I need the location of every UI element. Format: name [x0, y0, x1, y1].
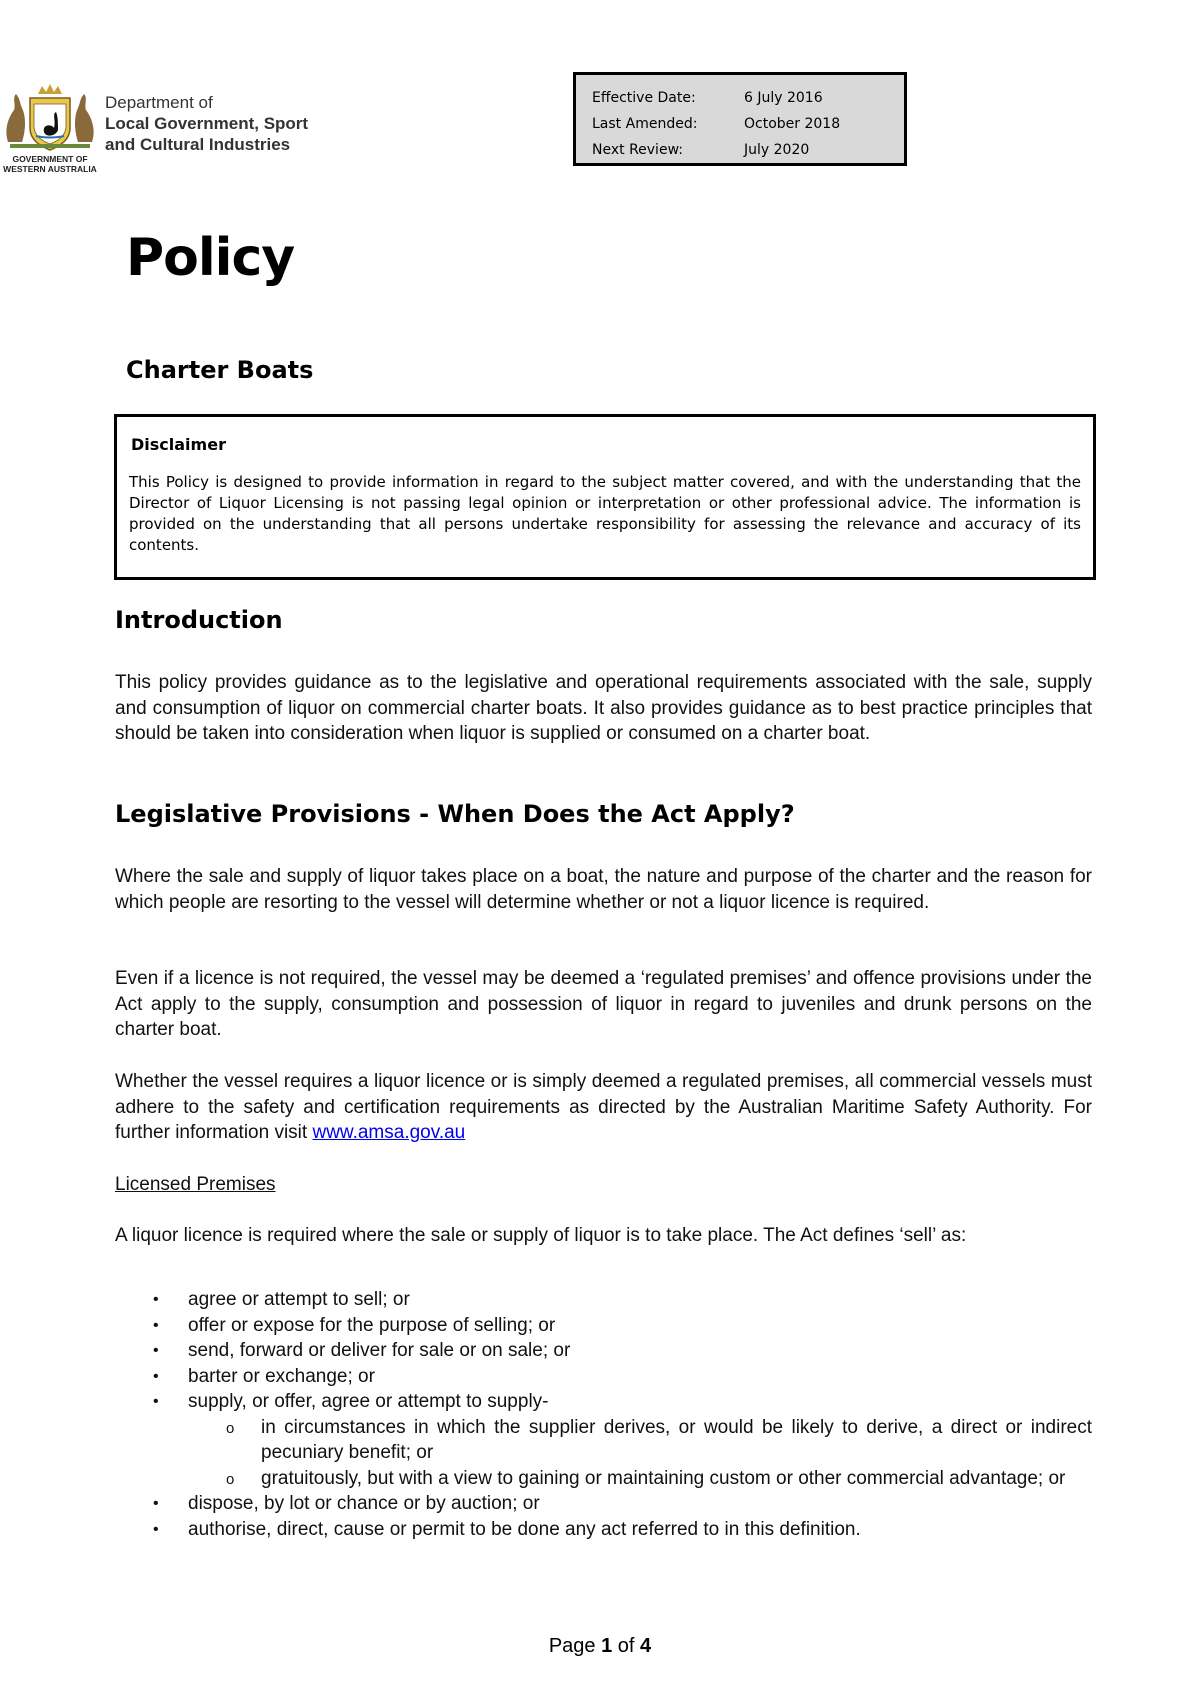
legislative-paragraph-3-text: Whether the vessel requires a liquor licence or is simply deemed a regulated premises, all commercial vessels must adhere to the safety and certification requirements as directed by the Australian Maritime Safety Authority. For further information visit: [115, 1071, 1092, 1143]
effective-date-row: [592, 85, 904, 111]
policy-subtitle: Charter Boats: [126, 356, 314, 384]
dept-line-1: Department of: [105, 93, 213, 112]
list-item-text: authorise, direct, cause or permit to be done any act referred to in this definition.: [188, 1518, 861, 1540]
list-item: [115, 1287, 1092, 1313]
date-label: Last Amended:: [592, 116, 698, 132]
bullet-icon: •: [153, 1520, 159, 1538]
legislative-paragraph-2: Even if a licence is not required, the vessel may be deemed a ‘regulated premises’ and offence provisions under the Act apply to the supply, consumption and possession of liquor in regard to juveniles and drunk persons on the charter boat.: [115, 968, 1092, 1040]
page-word: Page: [548, 1635, 596, 1657]
list-item-text: dispose, by lot or chance or by auction; or: [188, 1493, 540, 1514]
disclaimer-box: [114, 414, 1096, 580]
sell-definition-list: [115, 1287, 1092, 1542]
disclaimer-heading: Disclaimer: [131, 435, 226, 454]
disclaimer-text: This Policy is designed to provide information in regard to the subject matter covered, and with the understanding that the Director of Liquor Licensing is not passing legal opinion or interpretation or other professional advice. The information is provided on the understanding that all persons undertake responsibility for assessing the relevance and accuracy of its contents.: [129, 473, 1081, 554]
sub-bullet-icon: o: [226, 1419, 235, 1437]
list-item: [115, 1389, 1092, 1491]
date-label: Effective Date:: [592, 90, 696, 106]
licensed-premises-heading: Licensed Premises: [115, 1174, 276, 1195]
bullet-icon: •: [153, 1291, 159, 1308]
list-item: [115, 1517, 1092, 1543]
department-name: [105, 92, 365, 155]
logo-caption-2: WESTERN AUSTRALIA: [3, 164, 97, 174]
bullet-icon: •: [153, 1316, 159, 1334]
list-item-text: offer or expose for the purpose of selling; or: [188, 1314, 556, 1336]
sub-list-item: [188, 1466, 1092, 1492]
dept-line-2: Local Government, Sport: [105, 114, 309, 133]
introduction-heading: Introduction: [115, 606, 283, 634]
date-value: 6 July 2016: [744, 90, 823, 106]
legislative-paragraph-1: Where the sale and supply of liquor takes place on a boat, the nature and purpose of the charter and the reason for which people are resorting to the vessel will determine whether or not a liquor licence is required.: [115, 866, 1092, 913]
sub-list-item: [188, 1415, 1092, 1466]
sub-bullet-icon: o: [226, 1470, 235, 1488]
list-item-text: supply, or offer, agree or attempt to supply-: [188, 1391, 549, 1412]
bullet-icon: •: [153, 1342, 159, 1359]
list-item-text: barter or exchange; or: [188, 1365, 375, 1387]
licensed-premises-text: A liquor licence is required where the sale or supply of liquor is to take place. The Act defines ‘sell’ as:: [115, 1225, 967, 1246]
page-total: 4: [640, 1635, 652, 1657]
list-item-text: send, forward or deliver for sale or on sale; or: [188, 1340, 571, 1361]
bullet-icon: •: [153, 1393, 159, 1410]
page-footer: [0, 1635, 1200, 1658]
list-item: [115, 1364, 1092, 1390]
date-label: Next Review:: [592, 142, 683, 158]
sub-list-item-text: gratuitously, but with a view to gaining or maintaining custom or other commercial advantage; or: [261, 1467, 1066, 1489]
legislative-paragraph-3: [115, 1069, 1092, 1146]
logo-caption-1: GOVERNMENT OF: [12, 154, 88, 164]
next-review-row: [592, 137, 904, 163]
last-amended-row: [592, 111, 904, 137]
page-number: 1: [601, 1635, 613, 1657]
dept-line-3: and Cultural Industries: [105, 135, 291, 154]
bullet-icon: •: [153, 1495, 159, 1512]
supply-sub-list: [188, 1415, 1092, 1492]
of-word: of: [617, 1635, 635, 1657]
list-item: [115, 1491, 1092, 1517]
legislative-heading: Legislative Provisions - When Does the Act Apply?: [115, 800, 795, 828]
policy-dates-box: [573, 72, 907, 166]
amsa-link[interactable]: www.amsa.gov.au: [312, 1122, 466, 1143]
date-value: October 2018: [744, 116, 841, 132]
page-title: Policy: [126, 228, 295, 288]
date-value: July 2020: [744, 142, 810, 158]
wa-government-crest-logo: [0, 80, 100, 176]
introduction-text: This policy provides guidance as to the legislative and operational requirements associated with the sale, supply and consumption of liquor on commercial charter boats. It also provides guidance as to best practice principles that should be taken into consideration when liquor is supplied or consumed on a charter boat.: [115, 672, 1092, 744]
bullet-icon: •: [153, 1367, 159, 1385]
sub-list-item-text: in circumstances in which the supplier derives, or would be likely to derive, a direct or indirect pecuniary benefit; or: [261, 1416, 1092, 1463]
list-item: [115, 1313, 1092, 1339]
list-item-text: agree or attempt to sell; or: [188, 1289, 410, 1310]
list-item: [115, 1338, 1092, 1364]
